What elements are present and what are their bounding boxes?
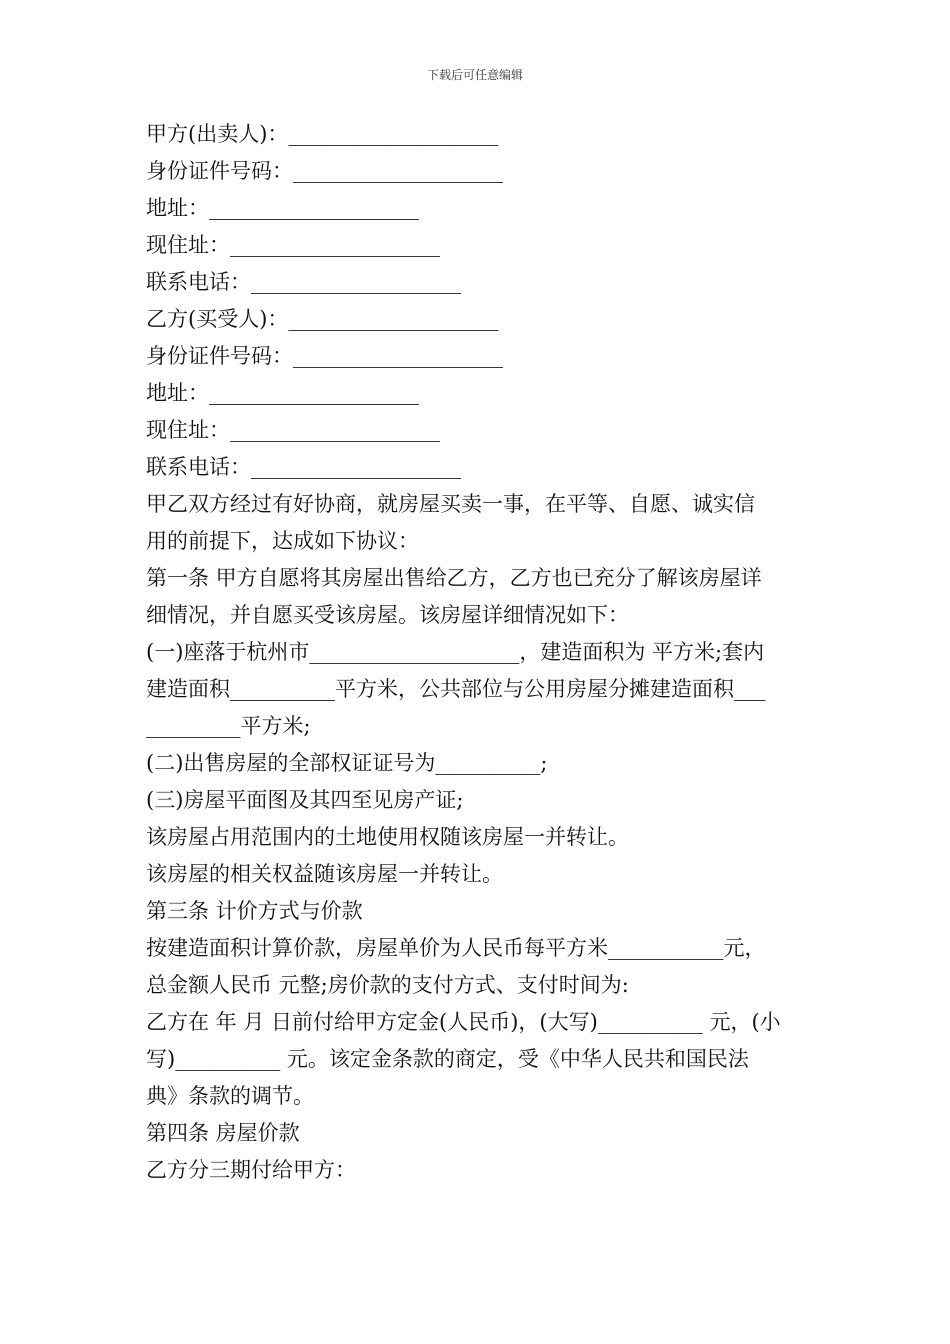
seller-id-line: 身份证件号码：____________________ (146, 159, 503, 183)
item-1-line-3: _________平方米; (146, 714, 311, 738)
article-3-line-1: 按建造面积计算价款，房屋单价为人民币每平方米___________元， (146, 936, 766, 960)
buyer-phone-line: 联系电话：____________________ (146, 455, 461, 479)
deposit-line-3: 典》条款的调节。 (146, 1084, 314, 1108)
article-1-line-2: 细情况，并自愿买受该房屋。该房屋详细情况如下： (146, 603, 629, 627)
land-use-line: 该房屋占用范围内的土地使用权随该房屋一并转让。 (146, 825, 629, 849)
article-3-title: 第三条 计价方式与价款 (146, 899, 363, 923)
preamble-line-2: 用的前提下，达成如下协议： (146, 529, 419, 553)
deposit-line-1: 乙方在 年 月 日前付给甲方定金(人民币)，(大写)__________ 元，(小 (146, 1010, 781, 1034)
buyer-current-address-line: 现住址：____________________ (146, 418, 440, 442)
seller-phone-line: 联系电话：____________________ (146, 270, 461, 294)
seller-current-address-line: 现住址：____________________ (146, 233, 440, 257)
buyer-address-line: 地址：____________________ (146, 381, 419, 405)
item-1-line-1: (一)座落于杭州市____________________，建造面积为 平方米;套内 (146, 640, 765, 664)
item-1-line-2: 建造面积__________平方米，公共部位与公用房屋分摊建造面积___ (146, 677, 766, 701)
contract-body (146, 116, 826, 1189)
article-3-line-2: 总金额人民币 元整;房价款的支付方式、支付时间为: (146, 973, 629, 997)
rights-line: 该房屋的相关权益随该房屋一并转让。 (146, 862, 503, 886)
page-header: 下载后可任意编辑 (426, 68, 523, 82)
item-3-line: (三)房屋平面图及其四至见房产证; (146, 788, 464, 812)
buyer-id-line: 身份证件号码：____________________ (146, 344, 503, 368)
article-4-line-1: 乙方分三期付给甲方： (146, 1158, 356, 1182)
article-4-title: 第四条 房屋价款 (146, 1121, 300, 1145)
buyer-name-line: 乙方(买受人)：____________________ (146, 307, 499, 331)
seller-address-line: 地址：____________________ (146, 196, 419, 220)
preamble-line-1: 甲乙双方经过有好协商，就房屋买卖一事，在平等、自愿、诚实信 (146, 492, 755, 516)
item-2-line: (二)出售房屋的全部权证证号为__________; (146, 751, 548, 775)
deposit-line-2: 写)__________ 元。该定金条款的商定，受《中华人民共和国民法 (146, 1047, 749, 1071)
seller-name-line: 甲方(出卖人)：____________________ (146, 122, 499, 146)
article-1-line-1: 第一条 甲方自愿将其房屋出售给乙方，乙方也已充分了解该房屋详 (146, 566, 762, 590)
